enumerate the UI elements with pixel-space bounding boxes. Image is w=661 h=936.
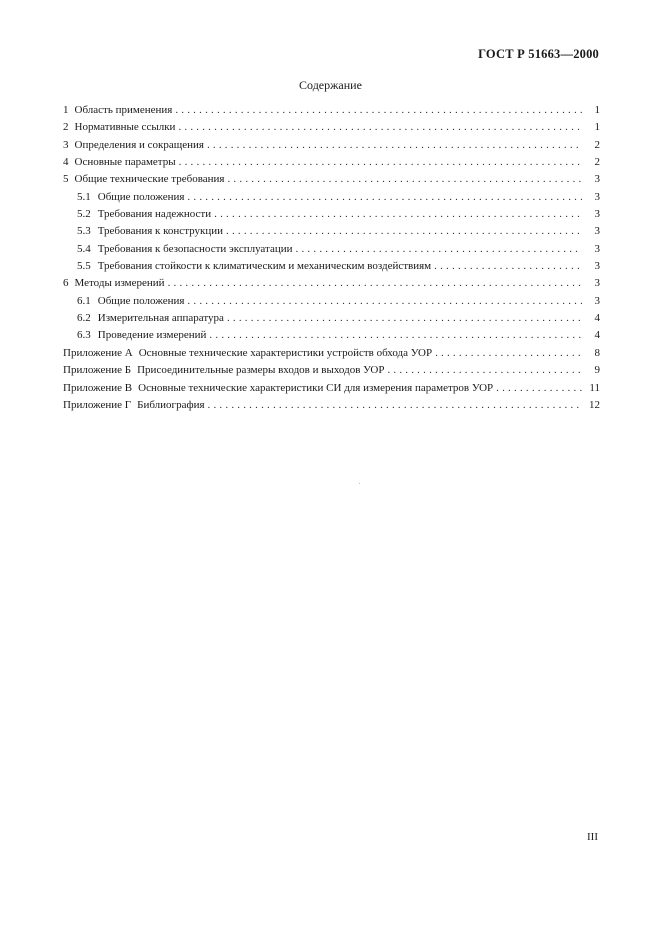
dot-leader	[227, 171, 582, 188]
toc-item-6[interactable]	[63, 275, 600, 292]
appendix-page: 9	[594, 364, 600, 377]
toc-item-label: Нормативные ссылки	[74, 121, 176, 134]
toc-item-number: 5.3	[77, 225, 91, 238]
toc-item-5-1[interactable]	[63, 189, 600, 206]
toc-item-number: 6.2	[77, 312, 91, 325]
toc-appendix-v[interactable]	[63, 380, 600, 397]
toc-item-label: Основные параметры	[74, 156, 176, 169]
toc-item-3[interactable]	[63, 137, 600, 154]
dot-leader	[209, 327, 582, 344]
toc-item-page: 2	[594, 138, 600, 151]
dot-leader	[227, 310, 582, 327]
toc-item-label: Требования стойкости к климатическим и механическим воздействиям	[97, 260, 432, 273]
dot-leader	[434, 258, 582, 275]
toc-item-label: Общие положения	[97, 294, 185, 307]
toc-item-page: 1	[594, 104, 600, 116]
toc-item-label: Методы измерений	[74, 277, 165, 290]
dot-leader	[175, 102, 582, 119]
appendix-page: 8	[594, 346, 600, 359]
table-of-contents	[63, 102, 600, 414]
dot-leader	[435, 345, 582, 362]
toc-item-page: 3	[594, 242, 600, 255]
toc-item-number: 5.4	[77, 242, 91, 255]
page-number: III	[587, 831, 598, 843]
toc-item-page: 3	[594, 173, 600, 186]
appendix-page: 11	[589, 381, 600, 394]
toc-item-5-2[interactable]	[63, 206, 600, 223]
appendix-label: Библиография	[137, 398, 205, 411]
toc-item-6-2[interactable]	[63, 310, 600, 327]
toc-item-page: 3	[594, 225, 600, 238]
appendix-prefix: Приложение Г	[63, 398, 132, 411]
toc-item-label: Область применения	[74, 104, 173, 116]
toc-item-page: 3	[594, 277, 600, 290]
dot-leader	[296, 241, 582, 258]
toc-item-label: Определения и сокращения	[74, 138, 204, 151]
scan-speck	[359, 483, 360, 484]
appendix-prefix: Приложение А	[63, 346, 133, 359]
toc-item-5[interactable]	[63, 171, 600, 188]
toc-item-page: 2	[594, 156, 600, 169]
toc-item-5-5[interactable]	[63, 258, 600, 275]
toc-item-page: 4	[594, 312, 600, 325]
dot-leader	[187, 293, 582, 310]
toc-item-page: 1	[594, 121, 600, 134]
toc-item-number: 3	[63, 138, 69, 151]
dot-leader	[178, 119, 582, 136]
toc-item-number: 4	[63, 156, 69, 169]
toc-item-6-1[interactable]	[63, 293, 600, 310]
toc-item-label: Проведение измерений	[97, 329, 207, 342]
toc-item-number: 5.2	[77, 208, 91, 221]
dot-leader	[179, 154, 582, 171]
toc-item-number: 5.1	[77, 190, 91, 203]
toc-item-number: 2	[63, 121, 69, 134]
toc-item-page: 3	[594, 294, 600, 307]
appendix-page: 12	[589, 398, 600, 411]
toc-item-label: Требования к конструкции	[97, 225, 223, 238]
toc-item-5-3[interactable]	[63, 223, 600, 240]
toc-item-number: 6	[63, 277, 69, 290]
dot-leader	[496, 380, 582, 397]
toc-item-4[interactable]	[63, 154, 600, 171]
toc-item-label: Общие положения	[97, 190, 185, 203]
toc-item-number: 1	[63, 104, 69, 116]
dot-leader	[214, 206, 582, 223]
toc-item-page: 3	[594, 260, 600, 273]
dot-leader	[187, 189, 582, 206]
toc-item-page: 3	[594, 190, 600, 203]
toc-item-label: Требования надежности	[97, 208, 212, 221]
toc-title: Содержание	[299, 78, 362, 92]
toc-appendix-b[interactable]	[63, 362, 600, 379]
toc-item-page: 4	[594, 329, 600, 342]
toc-item-number: 6.3	[77, 329, 91, 342]
dot-leader	[168, 275, 582, 292]
toc-appendix-g[interactable]	[63, 397, 600, 414]
dot-leader	[387, 362, 582, 379]
appendix-label: Присоединительные размеры входов и выходов УОР	[137, 364, 385, 377]
toc-item-number: 6.1	[77, 294, 91, 307]
toc-item-5-4[interactable]	[63, 241, 600, 258]
appendix-label: Основные технические характеристики устройств обхода УОР	[138, 346, 433, 359]
toc-item-number: 5	[63, 173, 69, 186]
toc-appendix-a[interactable]	[63, 345, 600, 362]
toc-item-label: Измерительная аппаратура	[97, 312, 224, 325]
appendix-prefix: Приложение В	[63, 381, 133, 394]
appendix-prefix: Приложение Б	[63, 364, 132, 377]
dot-leader	[207, 137, 582, 154]
appendix-label: Основные технические характеристики СИ для измерения параметров УОР	[138, 381, 494, 394]
toc-item-page: 3	[594, 208, 600, 221]
toc-item-1[interactable]	[63, 102, 600, 119]
dot-leader	[208, 397, 582, 414]
dot-leader	[226, 223, 582, 240]
toc-item-label: Требования к безопасности эксплуатации	[97, 242, 293, 255]
standard-id-header: ГОСТ Р 51663—2000	[478, 47, 599, 61]
toc-item-number: 5.5	[77, 260, 91, 273]
toc-item-2[interactable]	[63, 119, 600, 136]
toc-item-6-3[interactable]	[63, 327, 600, 344]
toc-item-label: Общие технические требования	[74, 173, 225, 186]
